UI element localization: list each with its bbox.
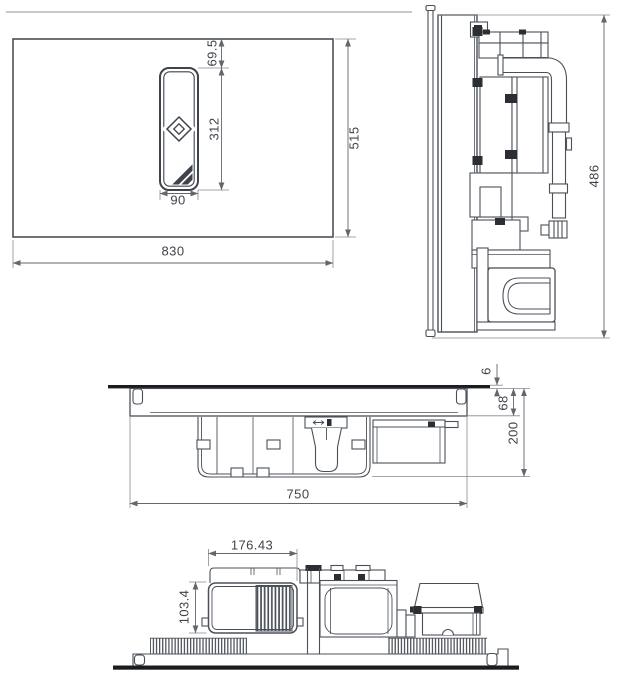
dim-label-body-width: 750: [286, 486, 310, 502]
dim-label-cutout-offset: 69.5: [204, 39, 220, 67]
dim-label-motor-height: 103.4: [176, 589, 192, 625]
dim-label-cutout-length: 312: [206, 117, 222, 141]
profile-view: [113, 549, 519, 670]
dim-label-overall-depth: 200: [505, 421, 521, 445]
dim-label-cutout-width: 90: [170, 192, 186, 208]
side-view: [426, 6, 610, 339]
dim-label-panel-width: 830: [161, 243, 185, 259]
dim-label-overall-height: 486: [586, 164, 602, 188]
dim-label-panel-depth: 515: [346, 126, 362, 150]
dim-label-frame-height: 68: [495, 395, 511, 411]
dim-label-glass-thickness: 6: [478, 367, 494, 375]
section-view: [108, 364, 530, 508]
dim-label-motor-width: 176.43: [230, 537, 274, 553]
